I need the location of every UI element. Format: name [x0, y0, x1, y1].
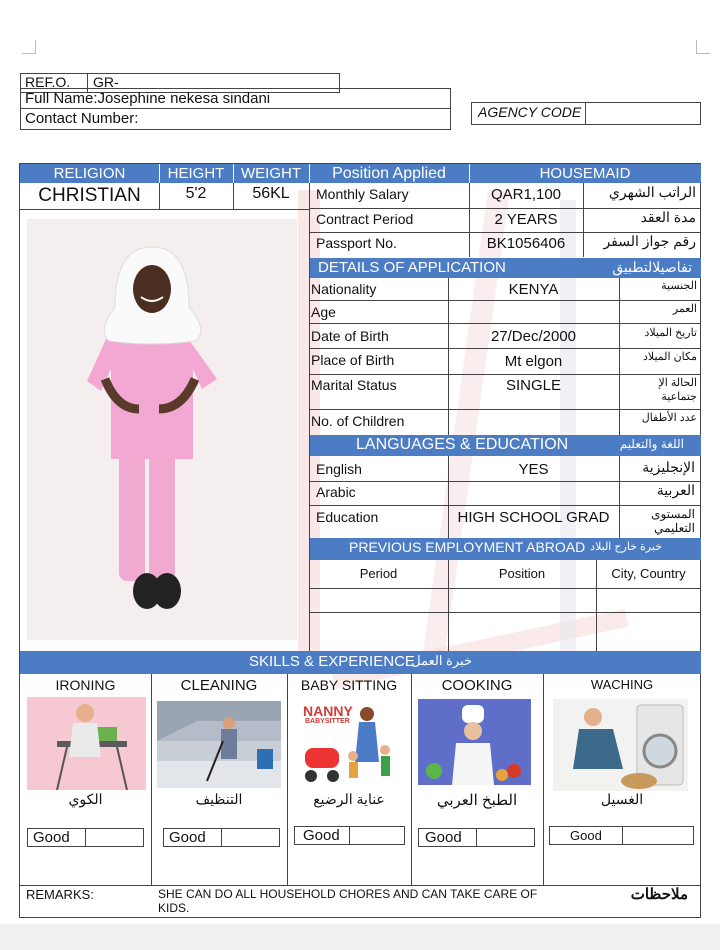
pob-value: Mt elgon [504, 353, 563, 370]
employment-col-city: City, Country [611, 566, 686, 581]
page-bottom-band [0, 924, 720, 950]
passport-label: Passport No. [316, 235, 397, 251]
nationality-arabic: الجنسية [661, 280, 697, 292]
applicant-photo [27, 219, 297, 640]
english-arabic: الإنجليزية [642, 459, 695, 475]
education-value: HIGH SCHOOL GRAD [457, 509, 610, 526]
full-name: Full Name:Josephine nekesa sindani [25, 90, 271, 107]
age-arabic: العمر [672, 303, 697, 315]
dob-arabic: تاريخ الميلاد [644, 327, 697, 339]
nanny-illustration [297, 700, 397, 791]
english-label: English [316, 461, 362, 477]
dob-value: 27/Dec/2000 [490, 328, 577, 345]
skill-washing-rating: Good [570, 828, 602, 843]
remarks-text: SHE CAN DO ALL HOUSEHOLD CHORES AND CAN TAKE CARE OF KIDS. [158, 887, 538, 915]
skill-washing-arabic: الغسيل [600, 791, 644, 807]
pob-label: Place of Birth [311, 352, 395, 368]
details-title: DETAILS OF APPLICATION [318, 259, 506, 276]
skill-ironing-name: IRONING [55, 677, 116, 693]
details-title-arabic: تفاصيلالتطبيق [612, 259, 692, 275]
salary-value: QAR1,100 [490, 186, 562, 203]
corner-mark [22, 40, 36, 54]
height-value: 5'2 [185, 185, 207, 202]
skill-cooking-rating: Good [425, 829, 462, 846]
arabic-arabic: العربية [656, 482, 695, 498]
ref-label: REF.O. [25, 74, 71, 90]
marital-value: SINGLE [505, 377, 562, 394]
religion-value: CHRISTIAN [38, 185, 141, 206]
skill-cleaning-name: CLEANING [180, 677, 258, 694]
nationality-label: Nationality [311, 281, 377, 297]
ref-value: GR- [93, 74, 119, 90]
washing-photo [553, 699, 688, 791]
nationality-value: KENYA [508, 281, 559, 298]
remarks-label: REMARKS: [26, 887, 94, 902]
skill-babysitting-arabic: عناية الرضيع [313, 791, 385, 807]
corner-mark [696, 40, 710, 54]
skills-title: SKILLS & EXPERIENCE [249, 653, 415, 670]
children-arabic: عدد الأطفال [641, 412, 697, 424]
position-header: Position Applied [332, 165, 446, 182]
dob-label: Date of Birth [311, 328, 389, 344]
education-label: Education [316, 509, 379, 525]
remarks-arabic: ملاحظات [630, 886, 688, 903]
agency-code-label: AGENCY CODE [478, 104, 582, 120]
skill-cleaning-rating: Good [169, 829, 206, 846]
height-header: HEIGHT [167, 165, 225, 182]
employment-col-position: Position [498, 566, 546, 581]
arabic-label: Arabic [316, 484, 356, 500]
children-label: No. of Children [311, 413, 405, 429]
employment-col-period: Period [359, 566, 398, 581]
employment-title-arabic: خبرة خارج البلاد [590, 541, 662, 553]
passport-arabic: رقم جواز السفر [603, 233, 696, 249]
age-label: Age [311, 304, 336, 320]
nanny-badge-subtext: BABYSITTER [305, 718, 350, 725]
contract-period-value: 2 YEARS [494, 211, 558, 228]
marital-label: Marital Status [311, 377, 397, 393]
skill-babysitting-rating: Good [303, 827, 340, 844]
skill-ironing-rating: Good [33, 829, 70, 846]
skill-cooking-name: COOKING [441, 677, 513, 694]
education-arabic: المستوى التعليمي [651, 507, 695, 535]
skill-cooking-arabic: الطبخ العربي [436, 792, 518, 809]
cooking-photo [418, 699, 531, 785]
skill-washing-name: WACHING [590, 677, 654, 692]
salary-label: Monthly Salary [316, 186, 409, 202]
weight-value: 56KL [252, 185, 290, 202]
marital-arabic: الحالة الإ جتماعية [658, 377, 697, 403]
cleaning-photo [157, 701, 281, 788]
languages-title-arabic: اللغة والتعليم [619, 437, 684, 451]
weight-header: WEIGHT [241, 165, 301, 182]
skill-cleaning-arabic: التنظيف [195, 791, 243, 807]
skill-babysitting-name: BABY SITTING [300, 677, 398, 693]
english-value: YES [518, 461, 549, 478]
passport-value: BK1056406 [486, 235, 566, 252]
skill-ironing-arabic: الكوي [68, 791, 103, 807]
nanny-badge-text: NANNY [303, 703, 353, 719]
skills-title-arabic: خبرة العمل [411, 653, 472, 668]
salary-arabic: الراتب الشهري [608, 184, 696, 200]
religion-header: RELIGION [53, 165, 126, 182]
languages-title: LANGUAGES & EDUCATION [356, 436, 569, 453]
contract-period-arabic: مدة العقد [640, 209, 696, 225]
position-value: HOUSEMAID [539, 165, 631, 182]
employment-title: PREVIOUS EMPLOYMENT ABROAD [349, 539, 586, 555]
pob-arabic: مكان الميلاد [642, 351, 697, 363]
contact-label: Contact Number: [25, 110, 139, 127]
contract-period-label: Contract Period [316, 211, 414, 227]
ironing-photo [27, 697, 146, 790]
